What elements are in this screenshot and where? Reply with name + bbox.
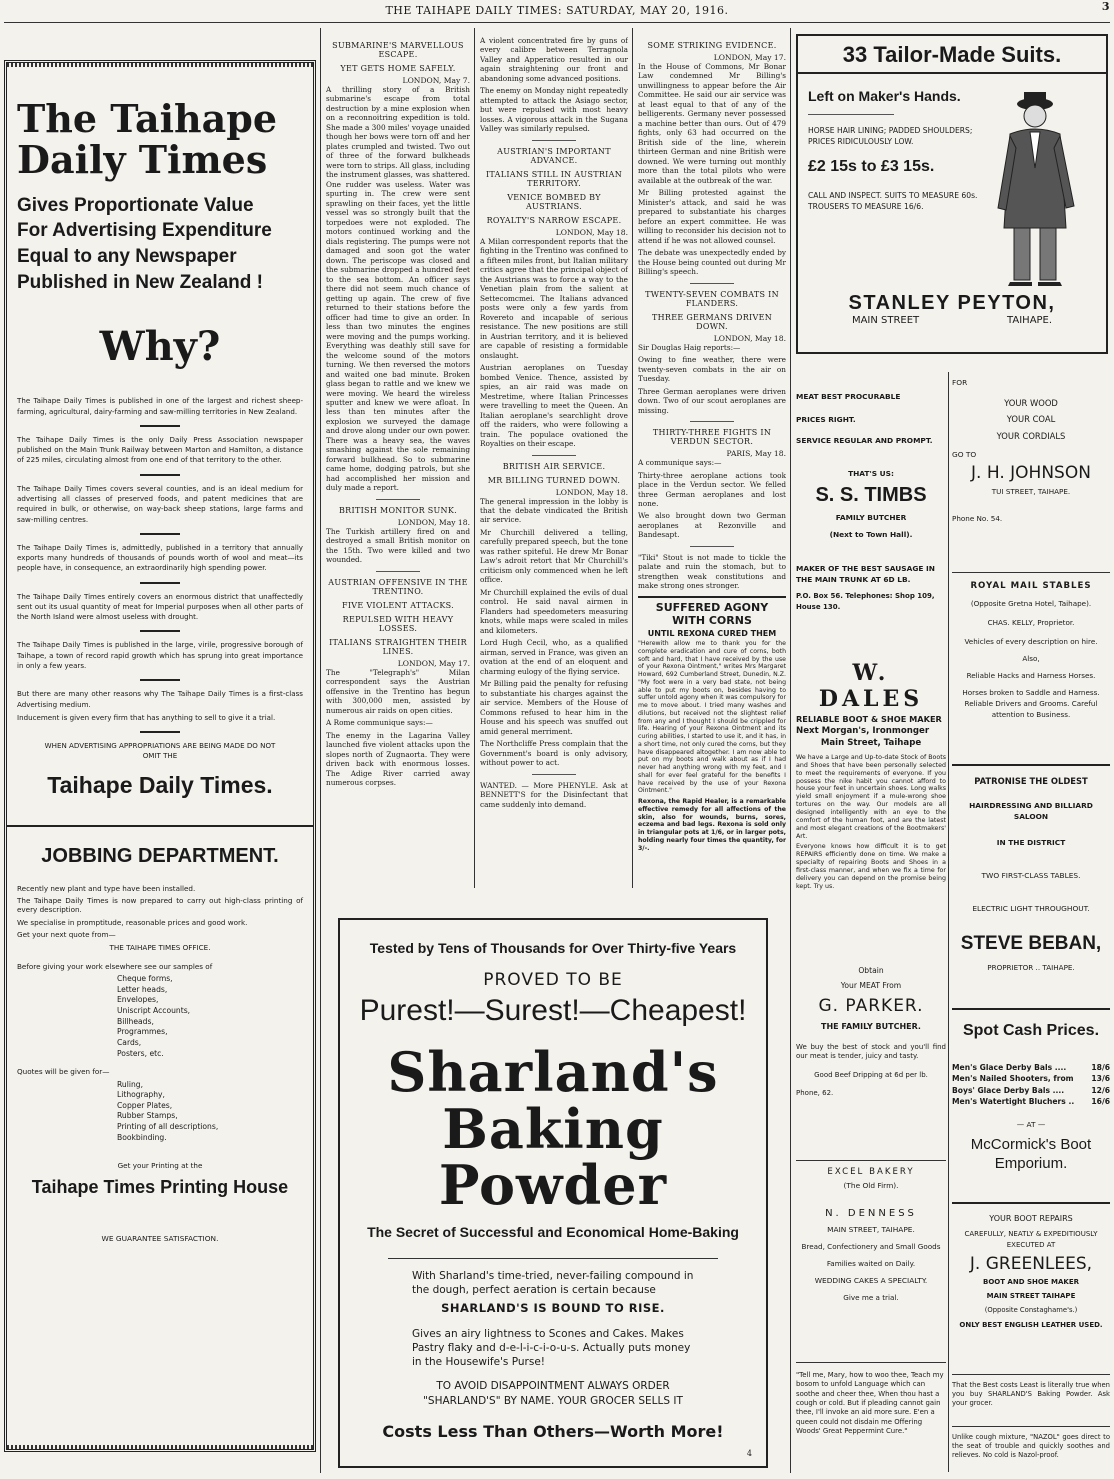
article-text: In the House of Commons, Mr Bonar Law condemned Mr Billing's unwillingness to appear before the Air Committee. He said our air service was at least equal to that of any of the belligerents. Germany never possessed a machine better than ours. Out of 479 fights, only 63 had occurred on the British side of the line, wherein thirteen German and nine British were downed. We were turning out monthly more than the total pilots who were available at the outbreak of the war. xyxy=(638,62,786,185)
jobbing-before: Before giving your work elsewhere see our samples of xyxy=(17,961,213,971)
article-text: Austrian aeroplanes on Tuesday bombed Venice. Thence, assisted by spies, an air raid was made on Mestretime, where Italian Princesses were travelling to meet the Queen. An Italian aeroplane's searchlight drove off the raiders, who were following a train. The populace ovationed the Royalties on their escape. xyxy=(480,363,628,449)
timbs-name: S. S. TIMBS xyxy=(815,484,927,506)
subheadline: FIVE VIOLENT ATTACKS. xyxy=(341,600,455,610)
stables-line: Vehicles of every description on hire. xyxy=(964,637,1098,646)
dateline: LONDON, May 17. xyxy=(713,53,786,62)
times-para: Inducement is given every firm that has anything to sell to give it a trial. xyxy=(17,712,276,722)
article-text: Mr Churchill explained the evils of dual control. He said naval airmen in Flanders had speedometers measuring knots, while maps were scaled in miles and kilometers. xyxy=(480,587,628,635)
article-text: The enemy on Monday night repeatedly attempted to attack the Asiago sector, but were repulsed with most heavy losses. A vigorous attack in the Sugana Valley was similarly repulsed. xyxy=(480,86,628,134)
sharland-costs: Costs Less Than Others—Worth More! xyxy=(382,1421,724,1441)
timbs-contact xyxy=(796,591,946,612)
sharland-proved: PROVED TO BE xyxy=(483,970,623,990)
bakery-line: Bread, Confectionery and Small Goods xyxy=(801,1242,941,1251)
news-column-2 xyxy=(326,36,470,886)
price-row xyxy=(952,1096,1110,1107)
sharland-tested: Tested by Tens of Thousands for Over Thirty-five Years xyxy=(369,940,737,956)
greenlees-name: J. GREENLEES, xyxy=(969,1254,1093,1274)
dales-street: Main Street, Taihape xyxy=(820,738,922,748)
mccormick-name: McCormick's Boot Emporium. xyxy=(970,1135,1092,1173)
greenlees-advert xyxy=(952,1202,1110,1366)
article-text: Owing to fine weather, there were twenty-seven combats in the air on Tuesday. xyxy=(638,355,786,384)
times-para: The Taihape Daily Times is the only Daily Press Association newspaper published on the Main Trunk Railway between Marton and Hamilton, a distance of 225 miles, circulating almost from one end of that territory to the other. xyxy=(17,434,303,465)
timbs-maker: MAKER OF THE BEST SAUSAGE IN THE MAIN TRUNK AT 6D LB. xyxy=(796,564,935,585)
subheadline: THREE GERMANS DRIVEN DOWN. xyxy=(651,312,773,331)
price-row xyxy=(952,1062,1110,1073)
headline: SOME STRIKING EVIDENCE. xyxy=(647,41,777,50)
subheadline: ROYALTY'S NARROW ESCAPE. xyxy=(486,215,622,225)
article-text: A Rome communique says:— xyxy=(326,718,433,728)
headline: TWENTY-SEVEN COMBATS IN FLANDERS. xyxy=(645,289,779,308)
timbs-tel: Telephones: Shop 109, House 130. xyxy=(796,592,935,611)
greenlees-trade: BOOT AND SHOE MAKER xyxy=(982,1278,1080,1286)
article-text: Mr Billing protested against the Minister's attack, and said he was prepared to substantiate his charges before an expert committee. He was willing to reconsider his decision not to attend if he was not allowed counsel. xyxy=(638,188,786,245)
mccormick-advert xyxy=(952,1008,1110,1196)
sample-item: Posters, etc. xyxy=(117,1048,164,1058)
headline: THIRTY-THREE FIGHTS IN VERDUN SECTOR. xyxy=(652,428,772,447)
times-advert xyxy=(4,60,316,1452)
sharland-advert xyxy=(338,918,768,1468)
wanted-notice: WANTED. — More PHENYLE. Ask at BENNETT'S for the Disinfectant that came suddenly into demand. xyxy=(480,780,628,809)
sharland-product: Baking Powder xyxy=(438,1096,668,1218)
parker-trade: THE FAMILY BUTCHER. xyxy=(821,1022,921,1031)
sharland-purest: Purest!—Surest!—Cheapest! xyxy=(359,994,747,1027)
timbs-line: PRICES RIGHT. xyxy=(796,415,856,424)
jobbing-para: The Taihape Daily Times is now prepared to carry out high-class printing of every description. xyxy=(17,896,303,915)
article-text: The enemy in the Lagarina Valley launched five violent attacks upon the slopes north of Zugnaorta. They were driven back with enormous losses. The Adige River carried away numerous corpses. xyxy=(326,730,470,788)
sample-item: Uniscript Accounts, xyxy=(117,1006,191,1016)
greenlees-text: CAREFULLY, NEATLY & EXPEDITIOUSLY EXECUTED AT xyxy=(964,1230,1098,1249)
bakery-name: N. DENNESS xyxy=(825,1208,917,1219)
johnson-item: YOUR CORDIALS xyxy=(996,430,1066,441)
parker-obtain: Obtain xyxy=(858,966,884,975)
johnson-for: FOR xyxy=(952,378,968,387)
sharland-name: Sharland's xyxy=(387,1040,719,1104)
tailor-price: £2 15s to £3 15s. xyxy=(808,157,935,175)
jobbing-get: Get your Printing at the xyxy=(117,1161,203,1171)
johnson-items xyxy=(952,395,1110,444)
dales-next: Next Morgan's, Ironmonger xyxy=(796,726,930,736)
times-para: The Taihape Daily Times covers several counties, and is an ideal medium for advertising all classes of preserved foods, and patent medicines that are required in bulk, or otherwise, on way-back sheep stations, large farms and saw-milling centres. xyxy=(17,483,303,524)
dateline: LONDON, May 17. xyxy=(397,658,470,668)
times-when: WHEN ADVERTISING APPROPRIATIONS ARE BEING MADE DO NOT OMIT THE xyxy=(44,741,276,761)
tailor-text xyxy=(808,88,980,288)
sharland-body xyxy=(358,1269,748,1408)
beban-tables: TWO FIRST-CLASS TABLES. xyxy=(981,871,1081,881)
bakery-street: MAIN STREET, TAIHAPE. xyxy=(827,1225,915,1234)
quote-item: Copper Plates, xyxy=(117,1100,173,1110)
stables-also: Also, xyxy=(1022,654,1040,663)
beban-advert xyxy=(952,764,1110,1004)
times-title-line2: Daily Times xyxy=(17,136,268,182)
why-heading: Why? xyxy=(99,323,221,371)
jobbing-office: THE TAIHAPE TIMES OFFICE. xyxy=(109,942,211,952)
sharland-avoid: TO AVOID DISAPPOINTMENT ALWAYS ORDER "SHARLAND'S" BY NAME. YOUR GROCER SELLS IT xyxy=(423,1380,683,1407)
news-column-4 xyxy=(638,36,786,886)
price-row xyxy=(952,1085,1110,1096)
rexona-text: "Herewith allow me to thank you for the complete eradication and cure of corns, both soft and hard, that I have received by the use of your Rexona Ointment," writes Mrs Margaret Howard, 692 Cumberland Street, Dunedin, N.Z. "My foot were in a very bad state, not being able to put my boots on, besides having to suffer untold agony when it was compulsory for me to move about. I tried many washes and dilutions, but received not the slightest relief from any and I thought I should be crippled for life. Hearing of your Rexona Ointment and its curing abilities, I started to use it, and it has, in a short time, not only cured the corns, but they have disappeared altogether. I am now able to put on my boots and walk about as if I had never had anything wrong with my feet, and I shall for ever feel grateful for the benefits I have received by the use of your Rexona Ointment." xyxy=(638,640,786,795)
article-text: The debate was unexpectedly ended by the House being counted out during Mr Billing's speech. xyxy=(638,248,786,277)
sample-item: Cards, xyxy=(117,1037,142,1047)
sample-item: Billheads, xyxy=(117,1016,154,1026)
article-text: A communique says:— xyxy=(638,458,722,468)
stables-prop: CHAS. KELLY, Proprietor. xyxy=(987,618,1075,627)
price-label: Men's Nailed Shooters, from xyxy=(952,1074,1074,1084)
mccormick-heading: Spot Cash Prices. xyxy=(962,1022,1100,1039)
article-text: The general impression in the lobby is that the debate vindicated the British air service. xyxy=(480,496,628,525)
printing-house: Taihape Times Printing House xyxy=(31,1176,289,1197)
article-text: Thirty-three aeroplane actions took place in the Verdun sector. We felled three German aeroplanes and lost none. xyxy=(638,470,786,508)
poem-text: "Tell me, Mary, how to woo thee, Teach my bosom to unfold Language which can soothe and cheer thee, When thou hast a cough or cold. But if pleading cannot gain thee, I'll invoke an aid more sure. E'en a queen could not disdain me Offering Woods' Great Peppermint Cure." xyxy=(796,1371,944,1435)
sample-item: Letter heads, xyxy=(117,984,168,994)
masthead-title: THE TAIHAPE DAILY TIMES: SATURDAY, MAY 20, 1916. xyxy=(385,4,729,17)
masthead xyxy=(0,0,1114,22)
timbs-trade: FAMILY BUTCHER xyxy=(835,513,907,522)
column-rule xyxy=(320,28,321,1473)
border-ornament xyxy=(7,1445,313,1449)
timbs-line: MEAT BEST PROCURABLE xyxy=(796,392,901,401)
tailor-town: TAIHAPE. xyxy=(1007,315,1053,326)
times-para: The Taihape Daily Times is published in one of the largest and richest sheep-farming, agricultural, dairy-farming and saw-milling territories in New Zealand. xyxy=(17,396,303,416)
price-list xyxy=(952,1062,1110,1108)
parker-your: Your MEAT From xyxy=(840,981,902,990)
column-rule xyxy=(948,372,949,1472)
tailor-call: CALL AND INSPECT. SUITS TO MEASURE 60s. TROUSERS TO MEASURE 16/6. xyxy=(808,190,978,212)
column-rule xyxy=(790,28,791,1473)
dateline: LONDON, May 18. xyxy=(397,517,470,527)
least-cost-notice xyxy=(952,1374,1110,1424)
beban-prop: PROPRIETOR .. TAIHAPE. xyxy=(987,963,1075,973)
claim-line: Equal to any Newspaper xyxy=(17,245,237,267)
times-claim xyxy=(17,193,303,296)
greenlees-heading: YOUR BOOT REPAIRS xyxy=(989,1214,1073,1223)
sharland-secret: The Secret of Successful and Economical Home-Baking xyxy=(367,1224,739,1241)
price-label: Men's Watertight Bluchers .. xyxy=(952,1097,1075,1107)
subheadline: MR BILLING TURNED DOWN. xyxy=(487,475,621,485)
quote-item: Lithography, xyxy=(117,1090,165,1100)
subheadline: VENICE BOMBED BY AUSTRIANS. xyxy=(507,192,601,211)
price-value: 12/6 xyxy=(1091,1085,1110,1095)
quote-item: Bookbinding. xyxy=(117,1132,167,1142)
beban-district: IN THE DISTRICT xyxy=(996,838,1066,848)
timbs-line: SERVICE REGULAR AND PROMPT. xyxy=(796,436,933,445)
headline: SUBMARINE'S MARVELLOUS ESCAPE. xyxy=(332,41,464,59)
timbs-next: (Next to Town Hall). xyxy=(829,530,913,539)
price-label: Men's Glace Derby Bals .... xyxy=(952,1063,1067,1072)
times-title-line1: The Taihape xyxy=(17,96,278,141)
johnson-phone: Phone No. 54. xyxy=(952,514,1003,524)
beban-patronise: PATRONISE THE OLDEST xyxy=(974,776,1088,786)
article-text: Mr Billing paid the penalty for refusing to substantiate his charges against the air service. Members of the House of Commons refused to hear him in the House and his speech was snuffed out amid general merriment. xyxy=(480,679,628,736)
price-value: 13/6 xyxy=(1091,1074,1110,1084)
gentleman-illustration xyxy=(980,88,1090,288)
masthead-rule xyxy=(4,22,1110,23)
times-para: The Taihape Daily Times is, admittedly, published in a territory that annually exports many hundreds of thousands of pounds worth of wool and meat—its people have, in consequence, an extraordinarily high spending power. xyxy=(17,542,303,573)
stables-line: Horses broken to Saddle and Harness. Reliable Drivers and Grooms. Careful attention to Business. xyxy=(962,688,1100,719)
parker-dripping: Good Beef Dripping at 6d per lb. xyxy=(814,1071,928,1080)
stables-sub: (Opposite Gretna Hotel, Taihape). xyxy=(970,599,1092,608)
quote-item: Rubber Stamps, xyxy=(117,1111,178,1121)
tailor-name: STANLEY PEYTON, xyxy=(848,292,1056,314)
claim-line: For Advertising Expenditure xyxy=(17,220,272,242)
dales-tag: RELIABLE BOOT & SHOE MAKER xyxy=(796,714,942,724)
column-rule xyxy=(474,28,475,888)
article-text: A violent concentrated fire by guns of every calibre between Terragnola Valley and Apperatico resulted in our again straightening our front and abandoning some advanced positions. xyxy=(480,36,628,83)
dateline: LONDON, May 18. xyxy=(713,333,786,343)
rexona-headline: SUFFERED AGONY WITH CORNS xyxy=(655,600,769,628)
greenlees-street: MAIN STREET TAIHAPE xyxy=(986,1292,1076,1300)
beban-elec: ELECTRIC LIGHT THROUGHOUT. xyxy=(972,904,1090,914)
bakery-advert xyxy=(796,1160,946,1340)
article-text: The "Telegraph's" Milan correspondent says the Austrian offensive in the Trentino has begun with 300,000 men, assisted by numerous air raids on open cities. xyxy=(326,667,470,715)
article-text: We also brought down two German aeroplanes at Rezonville and Bandesapt. xyxy=(638,511,786,540)
rexona-text: Rexona, the Rapid Healer, is a remarkable effective remedy for all affections of the skin, also for wounds, burns, sores, eczema and bad legs. Rexona is sold only in triangular pots at 1/6, or in larger pots, holding nearly four times the quantity, for 3/-. xyxy=(638,798,786,852)
bakery-line: Families waited on Daily. xyxy=(826,1259,916,1268)
greenlees-opp: (Opposite Constaghame's.) xyxy=(984,1306,1078,1314)
jobbing-paragraphs xyxy=(17,884,303,1171)
column-rule xyxy=(632,28,633,888)
sample-item: Envelopes, xyxy=(117,995,159,1005)
parker-text: We buy the best of stock and you'll find our meat is tender, juicy and tasty. xyxy=(796,1043,946,1061)
article-text: A Milan correspondent reports that the fighting in the Trentino was confined to a fifteen miles front, but Italian military critics agree that the principal object of the Austrians was to force a way to the Venetian plain from the salient at Settecomcmei. The Italians advanced posts were only a few yards from Rovereto and incapable of serious resistance. The new positions are still in Austrian territory, and it is believed are capable of resisting a formidable onslaught. xyxy=(480,236,628,360)
sharland-bound: SHARLAND'S IS BOUND TO RISE. xyxy=(441,1301,665,1316)
johnson-item: YOUR COAL xyxy=(1006,414,1056,425)
headline: BRITISH MONITOR SUNK. xyxy=(339,505,457,515)
dales-text: We have a Large and Up-to-date Stock of Boots and Shoes that have been personally selected to meet the requirements of everyone. If you possess the nike habit you cannot afford to house your feet in uncertain shoes. Long walks yield small enjoyment if a mule-wrong shoe tortures on the way. Our models are all designed intelligently with an eye to the comfort of the human foot, and are the latest and most elegant creations of the Bootmakers' Art. xyxy=(796,754,946,840)
times-brand: Taihape Daily Times. xyxy=(47,771,273,798)
jobbing-para: We specialise in promptitude, reasonable prices and good work. xyxy=(17,917,248,927)
price-label: Boys' Glace Derby Bals .... xyxy=(952,1085,1065,1095)
jobbing-heading: JOBBING DEPARTMENT. xyxy=(41,844,279,867)
samples-list xyxy=(17,974,303,1059)
guarantee: WE GUARANTEE SATISFACTION. xyxy=(101,1233,219,1243)
article-text: The Turkish artillery fired on and destroyed a small British monitor on the 15th. Two were killed and two wounded. xyxy=(326,526,470,565)
bakery-heading: EXCEL BAKERY xyxy=(827,1167,915,1177)
stables-advert xyxy=(952,572,1110,748)
dales-text: Everyone knows how difficult it is to get REPAIRS efficiently done on time. We make a specialty of repairing Boots and Shoes in a first-class manner, and when we fix a time for delivery you can depend on the promise being kept. Try us. xyxy=(796,843,946,890)
timbs-po: P.O. Box 56. xyxy=(796,592,843,601)
sample-item: Programmes, xyxy=(117,1027,168,1037)
johnson-item: YOUR WOOD xyxy=(1004,398,1058,408)
dateline: LONDON, May 18. xyxy=(555,487,628,497)
sharland-text: With Sharland's time-tried, never-failing compound in the dough, perfect aeration is certain because xyxy=(412,1270,694,1297)
sharland-text: Gives an airy lightness to Scones and Cakes. Makes Pastry flaky and d-e-l-i-c-i-o-u-s. Actually puts money in the Housewife's Purse! xyxy=(412,1327,691,1369)
article-text: Lord Hugh Cecil, who, as a qualified airman, served in France, was given an ovation at the end of an eloquent and charming eulogy of the flying service. xyxy=(480,638,628,676)
timbs-advert xyxy=(796,386,946,632)
news-column-3 xyxy=(480,36,628,886)
article-text: A thrilling story of a British submarine's escape from total destruction by a mine explosion when on a reconnoitring expedition is told. She made a 300 miles' voyage unaided though her bows were torn off and her plates crumpled and twisted. Two out of three of the forward bulkheads were torn to strips. All glass, including the instrument glasses, was shattered. One rudder was useless. Water was spurting in. The crew were sent sprawling on their faces, yet the little vessel was so strongly built that the torpedoes were not exploded. The motors continued working and the dials registering. The pumps were not damaged and soon got the water down. The periscope was closed and the submarine dropped a hundred feet to the sea bottom. An officer says there did not seem much chance of getting up again. The crew of five returned to their stations before the officer had time to give an order. In less than two minutes the engines were moving and the pumps working. Everything was deathly still save for the welcome sound of the motors turning. We then reversed the motors and waited one bad minute. Broken glass began to rattle and we knew we were moving. We heard the wireless sputter and knew we were afloat. In less than ten minutes after the explosion we surveyed the damage and drove along under our own power. There was a heavy sea, the waves smashing against the sole remaining forward bulkhead. So to submarine came home, dodging patrols, but she had accomplished her mission and duly made a report. xyxy=(326,85,470,493)
times-paragraphs xyxy=(17,396,303,761)
beban-hair: HAIRDRESSING AND BILLIARD SALOON xyxy=(969,801,1093,822)
tailor-features: HORSE HAIR LINING; PADDED SHOULDERS; PRICES RIDICULOUSLY LOW. xyxy=(808,126,973,147)
price-row xyxy=(952,1073,1110,1084)
mccormick-at: — AT — xyxy=(1016,1119,1046,1129)
rexona-subheadline: UNTIL REXONA CURED THEM xyxy=(647,629,777,639)
dateline: LONDON, May 7. xyxy=(402,76,470,85)
section-divider xyxy=(7,825,313,827)
subheadline: REPULSED WITH HEAVY LOSSES. xyxy=(342,614,454,633)
timbs-thats: THAT'S US: xyxy=(848,469,894,478)
johnson-goto: GO TO xyxy=(952,450,977,460)
bakery-line: WEDDING CAKES A SPECIALTY. xyxy=(814,1276,928,1285)
tailor-sub: Left on Maker's Hands. xyxy=(808,88,961,104)
subheadline: YET GETS HOME SAFELY. xyxy=(340,64,456,73)
bakery-sub: (The Old Firm). xyxy=(843,1181,899,1190)
tiki-stout-notice: "Tiki" Stout is not made to tickle the palate and ruin the stomach, but to strengthen weak constitutions and make strong ones stronger. xyxy=(638,552,786,591)
dales-name: W. DALES xyxy=(818,660,924,712)
sharland-number: 4 xyxy=(746,1449,752,1458)
beban-name: STEVE BEBAN, xyxy=(960,933,1102,955)
quote-item: Ruling, xyxy=(117,1079,144,1089)
stables-line: Reliable Hacks and Harness Horses. xyxy=(966,671,1096,680)
parker-advert xyxy=(796,960,946,1130)
parker-name: G. PARKER. xyxy=(818,996,924,1016)
jobbing-para: Get your next quote from— xyxy=(17,930,116,940)
nazol-text: Unlike cough mixture, "NAZOL" goes direct to the seat of trouble and quickly soothes and relieves. No cold is Nazol-proof. xyxy=(952,1433,1110,1459)
article-text: The Northcliffe Press complain that the Government's board is only advisory, without power to act. xyxy=(480,739,628,768)
johnson-street: TUI STREET, TAIHAPE. xyxy=(991,487,1071,497)
article-text: Mr Churchill delivered a telling, carefully prepared speech, but the tone was rather spiteful. He drew Mr Bonar Law's adroit retort that Mr Churchill's criticism only commenced when he left office. xyxy=(480,527,628,585)
dateline: LONDON, May 18. xyxy=(555,227,628,237)
border-ornament xyxy=(7,63,313,67)
dales-advert xyxy=(796,660,946,938)
least-cost-text: That the Best costs Least is literally true when you buy SHARLAND'S Baking Powder. Ask your grocer. xyxy=(952,1381,1110,1407)
times-para: But there are many other reasons why The Taihape Daily Times is a first-class Advertising medium. xyxy=(17,689,303,709)
article-text: Sir Douglas Haig reports:— xyxy=(638,342,741,352)
tailor-heading: 33 Tailor-Made Suits. xyxy=(798,42,1106,74)
headline: AUSTRIAN OFFENSIVE IN THE TRENTINO. xyxy=(328,577,468,596)
tailor-advert xyxy=(796,34,1108,354)
subheadline: ITALIANS STILL IN AUSTRIAN TERRITORY. xyxy=(485,169,623,188)
stables-heading: ROYAL MAIL STABLES xyxy=(970,581,1092,591)
tailor-street: MAIN STREET xyxy=(851,315,920,326)
jobbing-quotes: Quotes will be given for— xyxy=(17,1067,110,1077)
bakery-line: Give me a trial. xyxy=(843,1293,899,1302)
times-para: The Taihape Daily Times is published in the large, virile, progressive borough of Taihape, a town of record rapid growth which has sprung into great importance in only a few years. xyxy=(17,640,303,671)
claim-line: Published in New Zealand ! xyxy=(17,271,263,293)
jobbing-para: Recently new plant and type have been installed. xyxy=(17,883,196,893)
dateline: PARIS, May 18. xyxy=(726,449,786,459)
article-text: Three German aeroplanes were driven down. Two of our scout aeroplanes are missing. xyxy=(638,386,786,415)
nazol-notice xyxy=(952,1426,1110,1474)
quotes-list xyxy=(17,1080,303,1144)
price-value: 16/6 xyxy=(1091,1097,1110,1107)
times-para: The Taihape Daily Times entirely covers an enormous district that unaffectedly sent out its usual quantity of meat for Imperial purposes when all other parts of the North Island were almost useless with drought. xyxy=(17,591,303,622)
johnson-advert xyxy=(952,378,1110,542)
price-value: 18/6 xyxy=(1091,1063,1110,1072)
sample-item: Cheque forms, xyxy=(117,974,173,984)
page-number: 3 xyxy=(1101,0,1110,13)
subheadline: ITALIANS STRAIGHTEN THEIR LINES. xyxy=(329,637,467,656)
parker-phone: Phone, 62. xyxy=(796,1089,834,1098)
claim-line: Gives Proportionate Value xyxy=(17,194,254,216)
quote-item: Printing of all descriptions, xyxy=(117,1122,219,1132)
johnson-name: J. H. JOHNSON xyxy=(971,463,1091,484)
headline: AUSTRIAN'S IMPORTANT ADVANCE. xyxy=(497,146,611,165)
headline: BRITISH AIR SERVICE. xyxy=(502,461,606,471)
greenlees-only: ONLY BEST ENGLISH LEATHER USED. xyxy=(959,1321,1103,1329)
peppermint-poem xyxy=(796,1362,946,1472)
